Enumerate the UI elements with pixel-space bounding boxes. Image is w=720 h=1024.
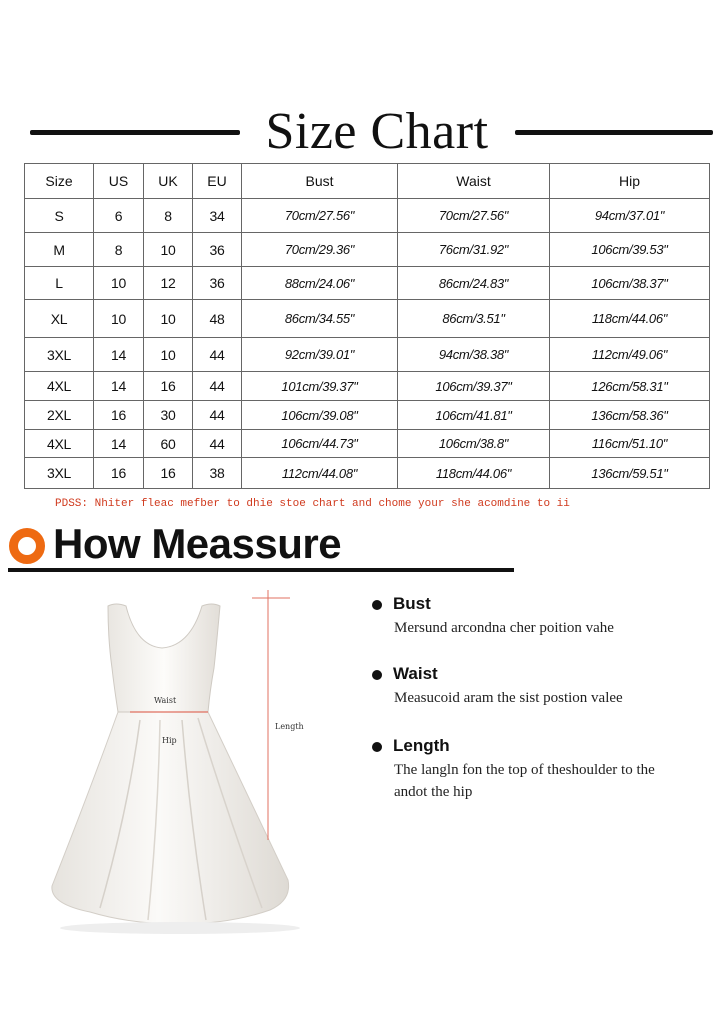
table-cell: L [25,267,94,300]
table-cell: 76cm/31.92" [398,233,550,267]
how-measure-title: How Meassure [53,520,342,567]
table-cell: 126cm/58.31" [550,372,710,401]
table-cell: 44 [193,401,242,430]
table-cell: 106cm/39.37" [398,372,550,401]
table-cell: 16 [144,458,193,489]
column-header: Waist [398,164,550,199]
measure-label: Bust [393,594,431,613]
table-cell: 88cm/24.06" [242,267,398,300]
table-cell: 34 [193,199,242,233]
table-cell: 94cm/38.38" [398,338,550,372]
table-cell: 106cm/38.37" [550,267,710,300]
how-measure-header [0,520,720,580]
table-cell: 4XL [25,430,94,458]
table-cell: M [25,233,94,267]
table-cell: 36 [193,233,242,267]
bullet-icon [372,742,382,752]
table-cell: 70cm/27.56" [398,199,550,233]
table-cell: 106cm/44.73" [242,430,398,458]
table-cell: 10 [94,267,144,300]
table-cell: 86cm/3.51" [398,300,550,338]
table-cell: S [25,199,94,233]
table-row [25,401,710,430]
table-row [25,267,710,300]
table-cell: 94cm/37.01" [550,199,710,233]
table-cell: 10 [144,233,193,267]
how-measure-divider [8,568,514,572]
table-cell: 60 [144,430,193,458]
table-cell: XL [25,300,94,338]
table-cell: 48 [193,300,242,338]
column-header: Size [25,164,94,199]
table-cell: 16 [94,458,144,489]
size-chart-table [24,163,710,489]
table-cell: 101cm/39.37" [242,372,398,401]
table-cell: 106cm/39.08" [242,401,398,430]
table-cell: 14 [94,372,144,401]
bullet-icon [372,670,382,680]
table-row [25,458,710,489]
column-header: Bust [242,164,398,199]
table-cell: 8 [94,233,144,267]
measure-desc: Mersund arcondna cher poition vahe [394,620,614,636]
column-header: US [94,164,144,199]
table-cell: 106cm/38.8" [398,430,550,458]
table-cell: 16 [144,372,193,401]
measure-desc: The langln fon the top of theshoulder to the andot the hip [394,762,655,800]
dress-length-label: Length [275,722,304,731]
dress-icon [30,590,330,940]
table-row [25,372,710,401]
size-note: PDSS: Nhiter fleac mefber to dhie stoe chart and chome your she acomdine to ii [55,498,570,510]
table-cell: 10 [144,338,193,372]
table-cell: 136cm/58.36" [550,401,710,430]
bullet-icon [372,600,382,610]
table-cell: 8 [144,199,193,233]
table-cell: 44 [193,338,242,372]
table-cell: 10 [144,300,193,338]
title-divider-right [515,130,713,135]
table-row [25,233,710,267]
table-row [25,430,710,458]
title-divider-left [30,130,240,135]
table-cell: 4XL [25,372,94,401]
table-cell: 106cm/39.53" [550,233,710,267]
table-cell: 92cm/39.01" [242,338,398,372]
table-cell: 10 [94,300,144,338]
table-cell: 118cm/44.06" [550,300,710,338]
table-cell: 136cm/59.51" [550,458,710,489]
table-cell: 70cm/29.36" [242,233,398,267]
table-cell: 38 [193,458,242,489]
column-header: EU [193,164,242,199]
page-title: Size Chart [265,103,489,160]
table-row [25,300,710,338]
table-cell: 70cm/27.56" [242,199,398,233]
table-cell: 44 [193,430,242,458]
table-cell: 3XL [25,338,94,372]
table-cell: 14 [94,430,144,458]
table-cell: 86cm/34.55" [242,300,398,338]
column-header: UK [144,164,193,199]
table-cell: 2XL [25,401,94,430]
table-cell: 12 [144,267,193,300]
dress-waist-label: Waist [154,696,177,705]
table-cell: 116cm/51.10" [550,430,710,458]
table-cell: 44 [193,372,242,401]
table-cell: 16 [94,401,144,430]
measure-label: Waist [393,664,438,683]
dress-illustration [30,590,330,940]
table-cell: 3XL [25,458,94,489]
dress-hip-label: Hip [162,736,177,745]
table-header-row [25,164,710,199]
table-row [25,199,710,233]
table-cell: 14 [94,338,144,372]
table-cell: 30 [144,401,193,430]
title-row [0,98,720,168]
table-cell: 112cm/44.08" [242,458,398,489]
table-cell: 6 [94,199,144,233]
column-header: Hip [550,164,710,199]
orange-circle-icon [9,528,45,564]
table-cell: 36 [193,267,242,300]
table-cell: 118cm/44.06" [398,458,550,489]
measure-label: Length [393,736,450,755]
table-cell: 106cm/41.81" [398,401,550,430]
table-cell: 86cm/24.83" [398,267,550,300]
table-row [25,338,710,372]
measure-desc: Measucoid aram the sist postion valee [394,690,623,706]
table-cell: 112cm/49.06" [550,338,710,372]
